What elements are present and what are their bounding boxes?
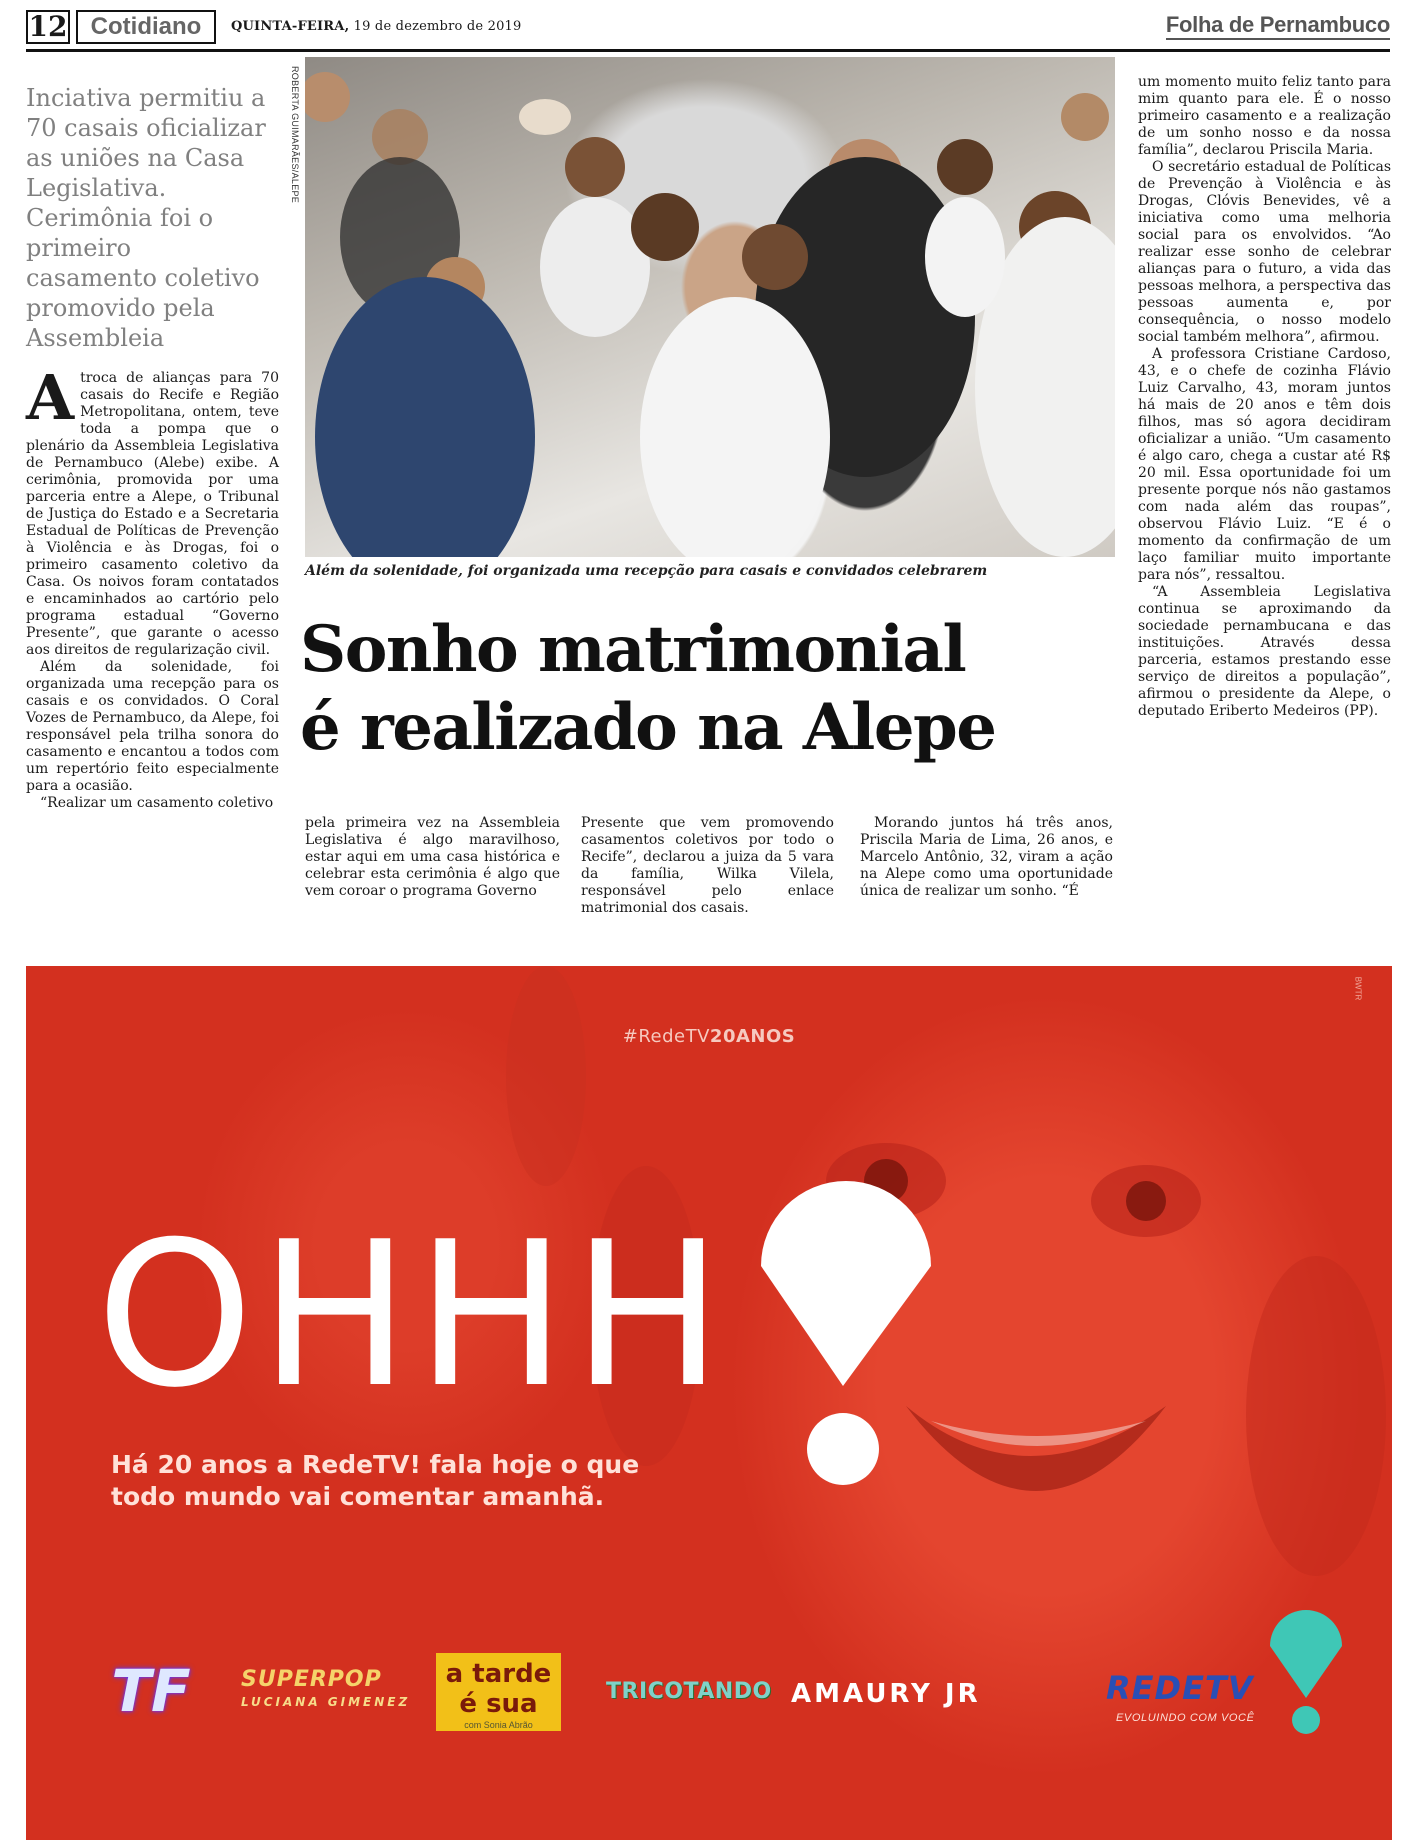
paragraph — [26, 361, 279, 659]
headline-line-1: Sonho matrimonial — [300, 612, 966, 687]
superpop-logo — [241, 1669, 410, 1713]
section-label: Cotidiano — [76, 10, 216, 44]
slogan-line-1: Há 20 anos a RedeTV! fala hoje o que — [111, 1450, 640, 1479]
ad-slogan — [111, 1449, 711, 1513]
tf-logo: TF — [111, 1657, 191, 1725]
hashtag-bold: 20ANOS — [709, 1026, 796, 1047]
article-column-1 — [26, 361, 279, 812]
paragraph: Presente que vem promovendo casamentos coletivos por todo o Recife”, declarou a juiza da 5 vara da família, Wilka Vilela, responsável pelo enlace matrimonial dos casais. — [581, 815, 834, 916]
edition-date — [231, 19, 521, 34]
ad-code: BWTR — [1353, 976, 1363, 1001]
paragraph: um momento muito feliz tanto para mim quanto para ele. É o nosso primeiro casamento e a realização de um sonho nosso e da nossa família”, declarou Priscila Maria. — [1138, 74, 1391, 158]
ad-big-word: OHHH — [96, 1199, 729, 1432]
atarde-subtitle: com Sonia Abrão — [464, 1720, 533, 1730]
slogan-line-2: todo mundo vai comentar amanhã. — [111, 1482, 605, 1511]
paragraph: A professora Cristiane Cardoso, 43, e o chefe de cozinha Flávio Luiz Carvalho, 43, moram juntos há mais de 20 anos e têm dois filhos, mas só agora decidiram oficializar a união. “Um casamento é algo caro, chega a custar até R$ 20 mil. Essa oportunidade foi um presente porque nós não gastamos com nada além das roupas”, observou Flávio Luiz. “E é o momento da confirmação de um laço familiar muito importante para nós”, ressaltou. — [1138, 346, 1391, 583]
article-column-3 — [581, 815, 834, 917]
paragraph-text: troca de alianças para 70 casais do Recife e Região Metropolitana, ontem, teve toda a pompa que o plenário da Assembleia Legislativa de Pernambuco (Alebe) exibe. A cerimônia, promovida por uma parceria entre a Alepe, o Tribunal de Justiça do Estado e a Secretaria Estadual de Políticas de Prevenção à Violência e às Drogas, foi o primeiro casamento coletivo da Casa. Os noivos foram contatados e encaminhados ao cartório pelo programa estadual “Governo Presente”, que garante o acesso aos direitos de regularização civil. — [26, 370, 279, 658]
superpop-subtitle: LUCIANA GIMENEZ — [241, 1695, 411, 1709]
drop-cap: A — [26, 361, 75, 434]
tricotando-logo: TRICOTANDO — [606, 1679, 772, 1704]
exclamation-icon — [751, 1171, 936, 1491]
headline-line-2: é realizado na Alepe — [300, 690, 996, 765]
photo-illustration — [305, 57, 1115, 557]
page-header — [26, 10, 1390, 46]
amaury-logo: AMAURY JR — [791, 1679, 981, 1709]
header-rule — [26, 49, 1390, 52]
redetv-exclamation-icon — [1266, 1606, 1346, 1736]
paragraph: O secretário estadual de Políticas de Prevenção à Violência e às Drogas, Clóvis Benevides, vê a iniciativa como uma melhoria social para os envolvidos. “Ao realizar esse sonho de celebrar alianças para o futuro, a vida das pessoas melhora, a perspectiva das pessoas aumenta e, por consequência, o nosso modelo social também melhora”, afirmou. — [1138, 159, 1391, 345]
redetv-tagline: EVOLUINDO COM VOCÊ — [1116, 1712, 1255, 1724]
newspaper-brand: Folha de Pernambuco — [1166, 12, 1390, 40]
photo-credit: ROBERTA GUIMARÃES/ALEPE — [290, 66, 300, 204]
hashtag-text: #RedeTV — [622, 1026, 710, 1047]
article-column-4 — [860, 815, 1113, 900]
paragraph: pela primeira vez na Assembleia Legislativa é algo maravilhoso, estar aqui em uma casa histórica e celebrar esta cerimônia é algo que vem coroar o programa Governo — [305, 815, 560, 899]
photo-caption: Além da solenidade, foi organizada uma recepção para casais e convidados celebrarem — [305, 563, 988, 579]
paragraph: Além da solenidade, foi organizada uma recepção para os casais e os convidados. O Coral Vozes de Pernambuco, da Alepe, foi responsável pela trilha sonora do casamento e encantou a todos com um repertório feito especialmente para a ocasião. — [26, 659, 279, 794]
headline — [300, 611, 1120, 767]
article-column-5 — [1138, 74, 1391, 720]
page-number: 12 — [26, 10, 70, 44]
date-text: 19 de dezembro de 2019 — [349, 19, 522, 34]
atarde-line-2: é sua — [459, 1689, 538, 1719]
redetv-advertisement — [26, 966, 1392, 1840]
paragraph: “A Assembleia Legislativa continua se aproximando da sociedade pernambucana e das instituições. Através dessa parceria, estamos prestando esse serviço de direitos a população”, afirmou o presidente da Alepe, o deputado Eriberto Medeiros (PP). — [1138, 584, 1391, 719]
paragraph: Morando juntos há três anos, Priscila Maria de Lima, 26 anos, e Marcelo Antônio, 32, viram a ação na Alepe como uma oportunidade única de realizar um sonho. “É — [860, 815, 1113, 899]
ad-hashtag — [26, 1026, 1392, 1047]
article-column-2 — [305, 815, 560, 900]
superpop-title: SUPERPOP — [241, 1667, 382, 1692]
atarde-logo — [436, 1653, 561, 1731]
redetv-logo: REDETV — [1106, 1669, 1254, 1707]
wedding-photo — [305, 57, 1115, 557]
paragraph: “Realizar um casamento coletivo — [40, 795, 274, 811]
weekday: QUINTA-FEIRA, — [231, 19, 350, 34]
atarde-line-1: a tarde — [445, 1659, 552, 1689]
article-deck: Inciativa permitiu a 70 casais oficializar as uniões na Casa Legislativa. Cerimônia foi o primeiro casamento coletivo promovido pela Assembleia — [26, 84, 266, 352]
